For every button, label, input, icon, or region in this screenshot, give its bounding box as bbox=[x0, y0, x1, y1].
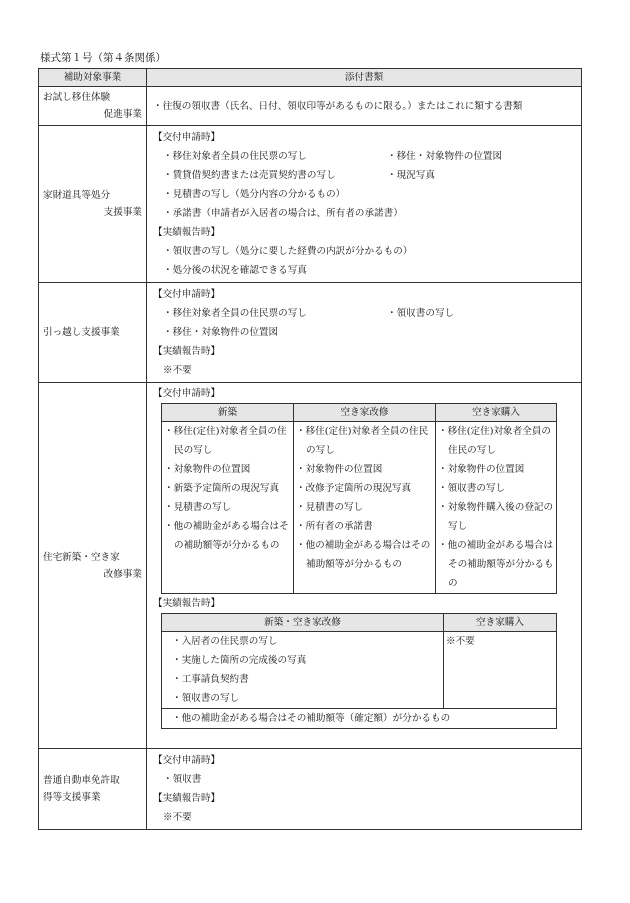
list-item: ・対象物件の位置図 bbox=[296, 464, 383, 475]
list-item: ・現況写真 bbox=[387, 170, 435, 181]
housing-application-table bbox=[161, 403, 557, 594]
list-item: ・領収書の写し bbox=[438, 483, 506, 494]
row-moving-support bbox=[39, 283, 582, 383]
header-attached-documents: 添付書類 bbox=[147, 69, 582, 87]
attachment-table bbox=[38, 68, 582, 830]
report-other-subsidy bbox=[162, 709, 557, 729]
header-vacant-purchase-report: 空き家購入 bbox=[444, 614, 557, 632]
application-heading: 【交付申請時】 bbox=[153, 755, 221, 766]
list-item: ・移住・対象物件の位置図 bbox=[163, 327, 279, 338]
header-vacant-purchase: 空き家購入 bbox=[436, 404, 557, 422]
application-heading: 【交付申請時】 bbox=[153, 132, 221, 143]
docs-license-support bbox=[147, 749, 582, 830]
housing-report-table bbox=[161, 613, 557, 729]
application-heading: 【交付申請時】 bbox=[153, 388, 221, 399]
list-item: ・移住(定住)対象者全員の住民の写し bbox=[438, 426, 552, 456]
list-item: ・他の補助金がある場合はその補助額等が分かるもの bbox=[296, 540, 431, 570]
docs-household-disposal bbox=[147, 126, 582, 283]
report-heading: 【実績報告時】 bbox=[153, 346, 221, 357]
report-purchase-docs bbox=[444, 632, 557, 709]
list-item: ・改修予定箇所の現況写真 bbox=[296, 483, 412, 494]
list-item: ・対象物件購入後の登記の写し bbox=[438, 502, 554, 532]
list-item: ・移住対象者全員の住民票の写し bbox=[163, 308, 307, 319]
docs-moving-support bbox=[147, 283, 582, 383]
table-header-row bbox=[39, 69, 582, 87]
report-new-renovation-docs bbox=[162, 632, 444, 709]
list-item: ・領収書 bbox=[163, 774, 202, 785]
list-item: ・領収書の写し bbox=[172, 693, 240, 704]
row-housing bbox=[39, 383, 582, 749]
list-item: ・他の補助金がある場合はその補助額等が分かるもの bbox=[164, 521, 289, 551]
list-item: ・対象物件の位置図 bbox=[164, 464, 251, 475]
renovation-docs bbox=[294, 422, 436, 594]
list-item: ・賃貸借契約書または売買契約書の写し bbox=[163, 170, 336, 181]
not-required-note: ※不要 bbox=[163, 812, 192, 823]
trial-receipt-text: ・往復の領収書（氏名、日付、領収印等があるものに限る。）またはこれに類する書類 bbox=[153, 100, 523, 112]
list-item: ・他の補助金がある場合はその補助額等が分かるもの bbox=[438, 540, 554, 589]
list-item: ・承諾書（申請者が入居者の場合は、所有者の承諾書） bbox=[163, 208, 403, 219]
list-item: ・移住対象者全員の住民票の写し bbox=[163, 151, 307, 162]
row-license-support bbox=[39, 749, 582, 830]
header-vacant-renovation: 空き家改修 bbox=[294, 404, 436, 422]
label-trial-migration: お試し移住体験 促進事業 bbox=[39, 87, 147, 126]
list-item: ・移住・対象物件の位置図 bbox=[387, 151, 503, 162]
report-heading: 【実績報告時】 bbox=[153, 227, 221, 238]
list-item: ・領収書の写し（処分に要した経費の内訳が分かるもの） bbox=[163, 246, 413, 257]
header-subsidy-project: 補助対象事業 bbox=[39, 69, 147, 87]
list-item: ・所有者の承諾書 bbox=[296, 521, 373, 532]
docs-trial-migration bbox=[147, 87, 582, 126]
list-item: ・新築予定箇所の現況写真 bbox=[164, 483, 280, 494]
list-item: ・見積書の写し bbox=[296, 502, 364, 513]
list-item: ・見積書の写し（処分内容の分かるもの） bbox=[163, 189, 346, 200]
purchase-docs bbox=[436, 422, 557, 594]
label-license-support: 普通自動車免許取 得等支援事業 bbox=[39, 749, 147, 830]
list-item: ・移住(定住)対象者全員の住民の写し bbox=[164, 426, 287, 456]
not-required-note: ※不要 bbox=[446, 636, 475, 647]
list-item: ・入居者の住民票の写し bbox=[172, 636, 278, 647]
list-item: ・処分後の状況を確認できる写真 bbox=[163, 265, 307, 276]
report-heading: 【実績報告時】 bbox=[153, 598, 221, 609]
header-new-build-renovation: 新築・空き家改修 bbox=[162, 614, 444, 632]
row-trial-migration bbox=[39, 87, 582, 126]
new-build-docs bbox=[162, 422, 294, 594]
list-item: ・領収書の写し bbox=[387, 308, 455, 319]
header-new-build: 新築 bbox=[162, 404, 294, 422]
form-number-label: 様式第１号（第４条関係） bbox=[40, 52, 166, 64]
list-item: ・他の補助金がある場合はその補助額等（確定額）が分かるもの bbox=[172, 713, 451, 724]
list-item: ・見積書の写し bbox=[164, 502, 232, 513]
not-required-note: ※不要 bbox=[163, 365, 192, 376]
docs-housing bbox=[147, 383, 582, 749]
list-item: ・対象物件の位置図 bbox=[438, 464, 525, 475]
label-housing: 住宅新築・空き家 改修事業 bbox=[39, 383, 147, 749]
label-moving-support: 引っ越し支援事業 bbox=[39, 283, 147, 383]
label-household-disposal: 家財道具等処分 支援事業 bbox=[39, 126, 147, 283]
list-item: ・実施した箇所の完成後の写真 bbox=[172, 655, 307, 666]
row-household-disposal bbox=[39, 126, 582, 283]
report-heading: 【実績報告時】 bbox=[153, 793, 221, 804]
application-heading: 【交付申請時】 bbox=[153, 289, 221, 300]
list-item: ・移住(定住)対象者全員の住民の写し bbox=[296, 426, 429, 456]
list-item: ・工事請負契約書 bbox=[172, 674, 249, 685]
